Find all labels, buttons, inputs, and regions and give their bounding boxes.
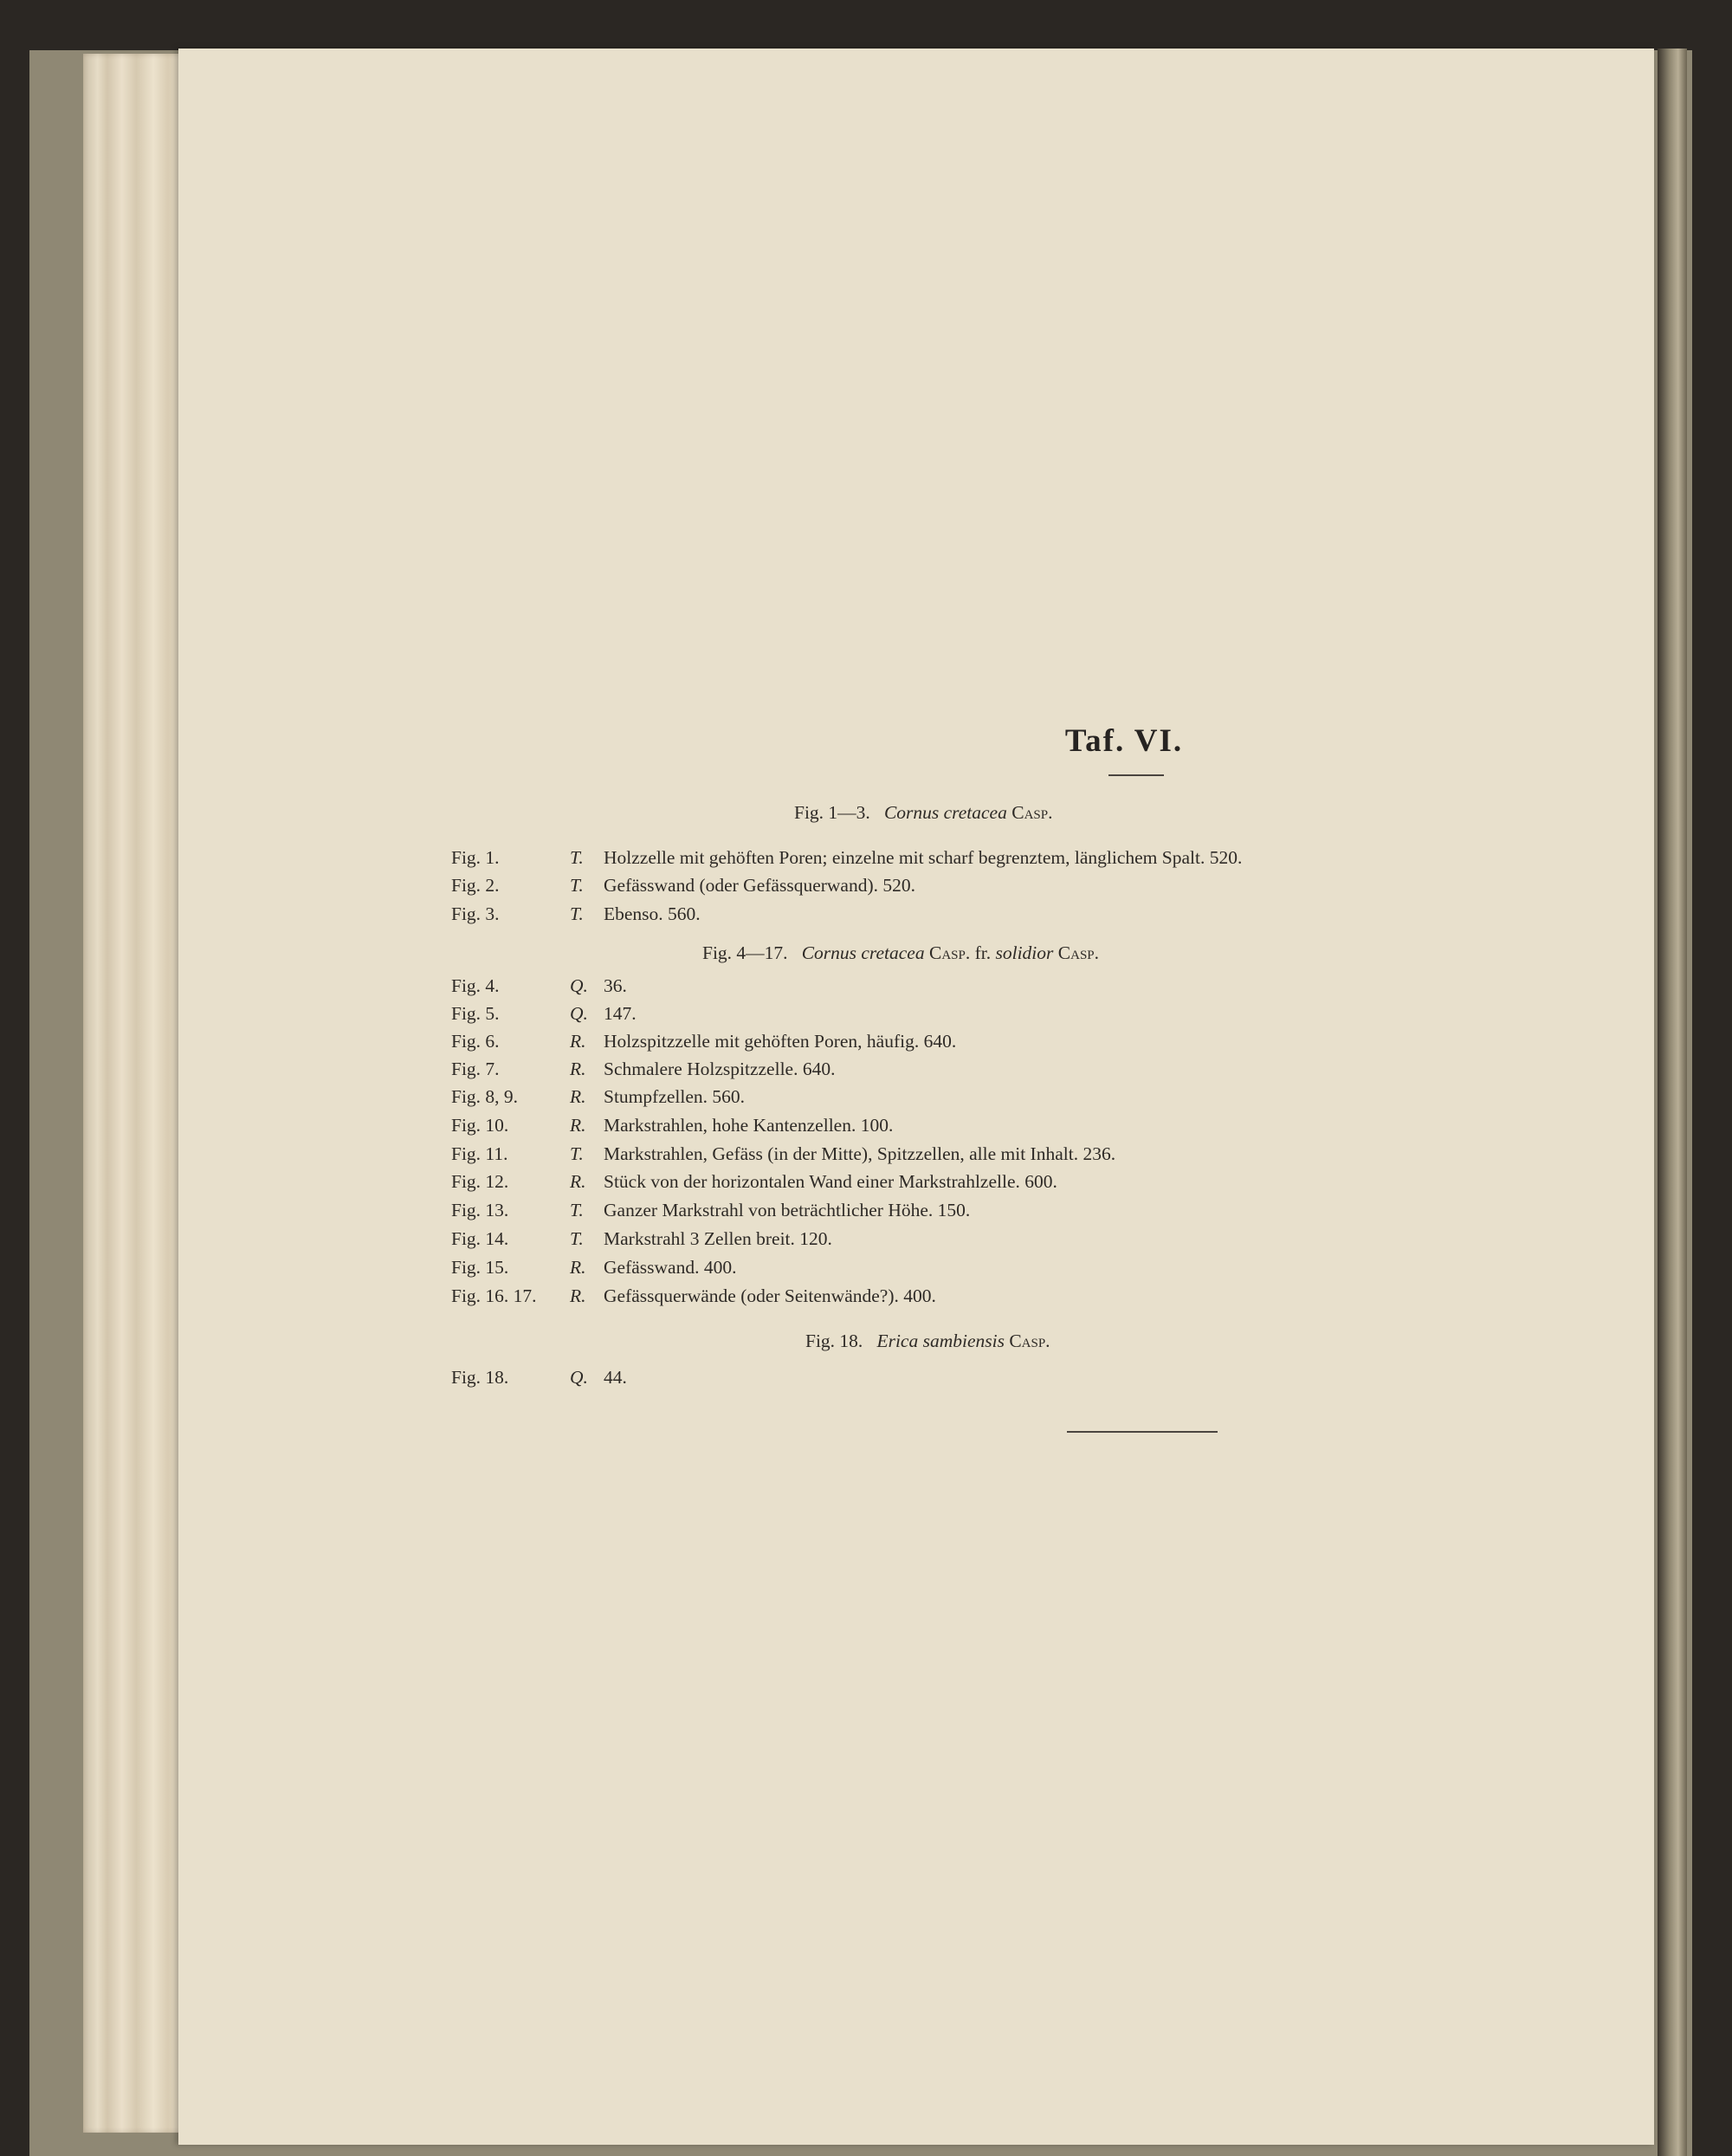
entry-fig: Fig. 5. [451,1003,500,1024]
entry-fig: Fig. 10. [451,1115,509,1136]
entry-text: 44. [604,1367,627,1388]
entry-text: Ebenso. 560. [604,903,701,924]
entry-section: T. [570,903,584,924]
heading-author: Casp. [1011,802,1053,823]
heading-fig: Fig. 18. [805,1331,863,1351]
entry-fig: Fig. 11. [451,1143,508,1164]
heading-variety: solidior [995,942,1054,963]
entry-section: Q. [570,1003,588,1024]
entry-section: R. [570,1115,586,1136]
entry-text: Ganzer Markstrahl von beträchtlicher Höhe. 150. [604,1200,971,1220]
entry-fig: Fig. 8, 9. [451,1086,519,1107]
entry-fig: Fig. 4. [451,975,500,996]
entry-text: Gefässwand (oder Gefässquerwand). 520. [604,875,915,896]
entry-text: Gefässwand. 400. [604,1257,737,1278]
entry-section: T. [570,875,584,896]
entry-section: Q. [570,1367,588,1388]
entry-fig: Fig. 1. [451,847,500,868]
group-heading [794,802,1052,824]
entry-text: Holzzelle mit gehöften Poren; einzelne mit scharf begrenztem, länglichem Spalt. 520. [604,847,1243,868]
heading-species: Erica sambiensis [876,1331,1005,1351]
heading-variety-prefix: fr. [974,942,992,963]
heading-fig: Fig. 1—3. [794,802,870,823]
entry-fig: Fig. 14. [451,1228,509,1249]
entry-fig: Fig. 6. [451,1031,500,1052]
entry-section: Q. [570,975,588,996]
entry-fig: Fig. 18. [451,1367,509,1388]
entry-fig: Fig. 12. [451,1171,509,1192]
entry-section: R. [570,1285,586,1306]
group-heading [702,942,1099,964]
entry-section: R. [570,1086,586,1107]
entry-text: 36. [604,975,627,996]
entry-text: Holzspitzzelle mit gehöften Poren, häufig. 640. [604,1031,957,1052]
plate-page [178,49,1654,2145]
entry-section: R. [570,1257,586,1278]
book-right-edge [1658,49,1687,2156]
heading-species: Cornus cretacea [883,802,1007,823]
entry-fig: Fig. 15. [451,1257,509,1278]
entry-text: Stumpfzellen. 560. [604,1086,746,1107]
end-rule [1067,1431,1218,1433]
entry-section: T. [570,1228,584,1249]
entry-section: R. [570,1031,586,1052]
entry-section: T. [570,847,584,868]
entry-text: Gefässquerwände (oder Seitenwände?). 400. [604,1285,936,1306]
entry-fig: Fig. 2. [451,875,500,896]
group-heading [805,1331,1050,1352]
heading-species: Cornus cretacea [801,942,925,963]
entry-section: R. [570,1171,586,1192]
entry-text: Markstrahlen, hohe Kantenzellen. 100. [604,1115,894,1136]
heading-fig: Fig. 4—17. [702,942,788,963]
entry-section: T. [570,1143,584,1164]
plate-title: Taf. VI. [1064,723,1184,759]
entry-section: R. [570,1059,586,1079]
entry-fig: Fig. 16. 17. [451,1285,537,1306]
entry-text: Markstrahl 3 Zellen breit. 120. [604,1228,832,1249]
entry-fig: Fig. 7. [451,1059,500,1079]
heading-author: Casp. [1009,1331,1050,1351]
entry-fig: Fig. 3. [451,903,500,924]
entry-text: 147. [604,1003,637,1024]
entry-section: T. [570,1200,584,1220]
entry-fig: Fig. 13. [451,1200,509,1220]
entry-text: Stück von der horizontalen Wand einer Markstrahlzelle. 600. [604,1171,1057,1192]
heading-variety-author: Casp. [1057,942,1099,963]
entry-text: Schmalere Holzspitzzelle. 640. [604,1059,836,1079]
title-rule [1108,774,1164,776]
heading-author: Casp. [928,942,971,963]
entry-text: Markstrahlen, Gefäss (in der Mitte), Spitzzellen, alle mit Inhalt. 236. [604,1143,1116,1164]
